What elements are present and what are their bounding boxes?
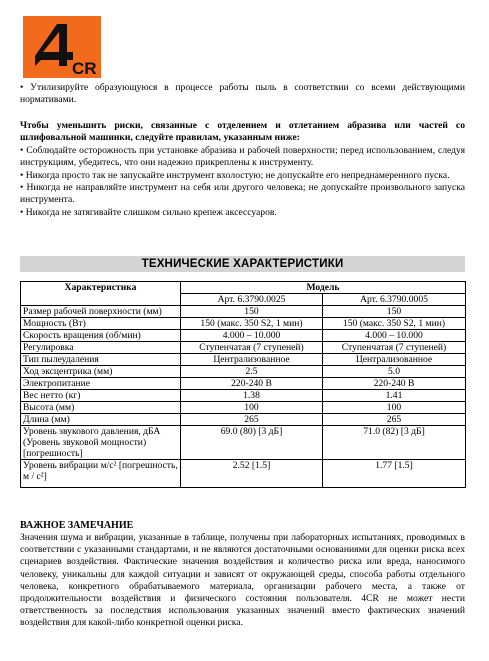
row-value: Централизованное — [181, 354, 323, 366]
specs-title: ТЕХНИЧЕСКИЕ ХАРАКТЕРИСТИКИ — [20, 256, 465, 272]
row-value: 5.0 — [323, 366, 466, 378]
row-value: 265 — [181, 414, 323, 426]
note-title: ВАЖНОЕ ЗАМЕЧАНИЕ — [20, 520, 134, 531]
row-value: 220-240 В — [323, 378, 466, 390]
row-value: 71.0 (82) [3 дБ] — [323, 426, 466, 460]
safety-rules — [20, 120, 465, 219]
table-row — [21, 460, 466, 488]
row-label: Высота (мм) — [21, 402, 181, 414]
table-row — [21, 402, 466, 414]
model-2: Арт. 6.3790.0005 — [323, 294, 466, 306]
row-value: Централизованное — [323, 354, 466, 366]
row-label: Размер рабочей поверхности (мм) — [21, 306, 181, 318]
model-1: Арт. 6.3790.0025 — [181, 294, 323, 306]
rule-item: • Никогда просто так не запускайте инструмент вхолостую; не допускайте его непреднамеренного пуска. — [20, 169, 450, 181]
table-row — [21, 354, 466, 366]
table-row — [21, 366, 466, 378]
header-characteristic: Характеристика — [21, 282, 181, 306]
table-header-row — [21, 282, 466, 294]
row-label: Ход эксцентрика (мм) — [21, 366, 181, 378]
header-model: Модель — [181, 282, 466, 294]
intro-paragraph: • Утилизируйте образующуюся в процессе работы пыль в соответствии со всеми действующими нормативами. — [20, 82, 465, 106]
row-value: 100 — [323, 402, 466, 414]
row-value: 150 — [323, 306, 466, 318]
rule-item: • Соблюдайте осторожность при установке абразива и рабочей поверхности; перед использованием, следуя инструкциям, убедитесь, что они надежно прикреплены к инструменту. — [20, 144, 465, 169]
row-label: Регулировка — [21, 342, 181, 354]
table-row — [21, 426, 466, 460]
brand-logo — [23, 16, 101, 78]
row-label: Вес нетто (кг) — [21, 390, 181, 402]
row-value: 2.52 [1.5] — [181, 460, 323, 488]
row-value: 2.5 — [181, 366, 323, 378]
table-row — [21, 414, 466, 426]
row-value: 150 — [181, 306, 323, 318]
row-label: Уровень вибрации м/с² [погрешность, м / с²] — [21, 460, 181, 488]
table-row — [21, 318, 466, 330]
rule-item: • Никогда не затягивайте слишком сильно крепеж аксессуаров. — [20, 206, 277, 218]
note-paragraph: Значения шума и вибрации, указанные в таблице, получены при лабораторных испытаниях, проводимых в соответствии с указанными стандартами, и не являются достаточными основаниями для оценки риска всех сценариев воздействия. Фактические значения воздействия и количество риска или вреда, наносимого человеку, уникальны для каждой ситуации и зависят от окружающей среды, способа работы отдельного человека, конкретного обрабатываемого материала, организации рабочего места, а также от продолжительности воздействия и физического состояния пользователя. 4CR не может нести ответственность за последствия использования указанных значений вместо фактических значений воздействия для какой-либо конкретной оценки риска. — [20, 532, 465, 629]
rules-heading: Чтобы уменьшить риски, связанные с отделением и отлетанием абразива или частей со шлифовальной машинки, следуйте правилам, указанным ниже: — [20, 120, 465, 144]
row-label: Длина (мм) — [21, 414, 181, 426]
table-row — [21, 330, 466, 342]
table-row — [21, 342, 466, 354]
row-label: Тип пылеудаления — [21, 354, 181, 366]
row-label: Уровень звукового давления, дБА (Уровень звуковой мощности) [погрешность] — [21, 426, 181, 460]
row-label: Скорость вращения (об/мин) — [21, 330, 181, 342]
row-value: 1.38 — [181, 390, 323, 402]
specs-table — [20, 281, 466, 488]
row-label: Электропитание — [21, 378, 181, 390]
row-value: 4.000 – 10.000 — [181, 330, 323, 342]
row-value: 150 (макс. 350 S2, 1 мин) — [323, 318, 466, 330]
row-value: Ступенчатая (7 ступеней) — [181, 342, 323, 354]
row-value: 220-240 В — [181, 378, 323, 390]
row-value: 265 — [323, 414, 466, 426]
row-value: Ступенчатая (7 ступеней) — [323, 342, 466, 354]
row-value: 4.000 – 10.000 — [323, 330, 466, 342]
table-row — [21, 390, 466, 402]
row-value: 100 — [181, 402, 323, 414]
row-value: 150 (макс. 350 S2, 1 мин) — [181, 318, 323, 330]
row-value: 69.0 (80) [3 дБ] — [181, 426, 323, 460]
svg-text:CR: CR — [72, 59, 97, 78]
table-row — [21, 306, 466, 318]
row-label: Мощность (Вт) — [21, 318, 181, 330]
rule-item: • Никогда не направляйте инструмент на себя или другого человека; не допускайте произвольного запуска инструмента. — [20, 182, 465, 206]
row-value: 1.77 [1.5] — [323, 460, 466, 488]
row-value: 1.41 — [323, 390, 466, 402]
table-row — [21, 378, 466, 390]
